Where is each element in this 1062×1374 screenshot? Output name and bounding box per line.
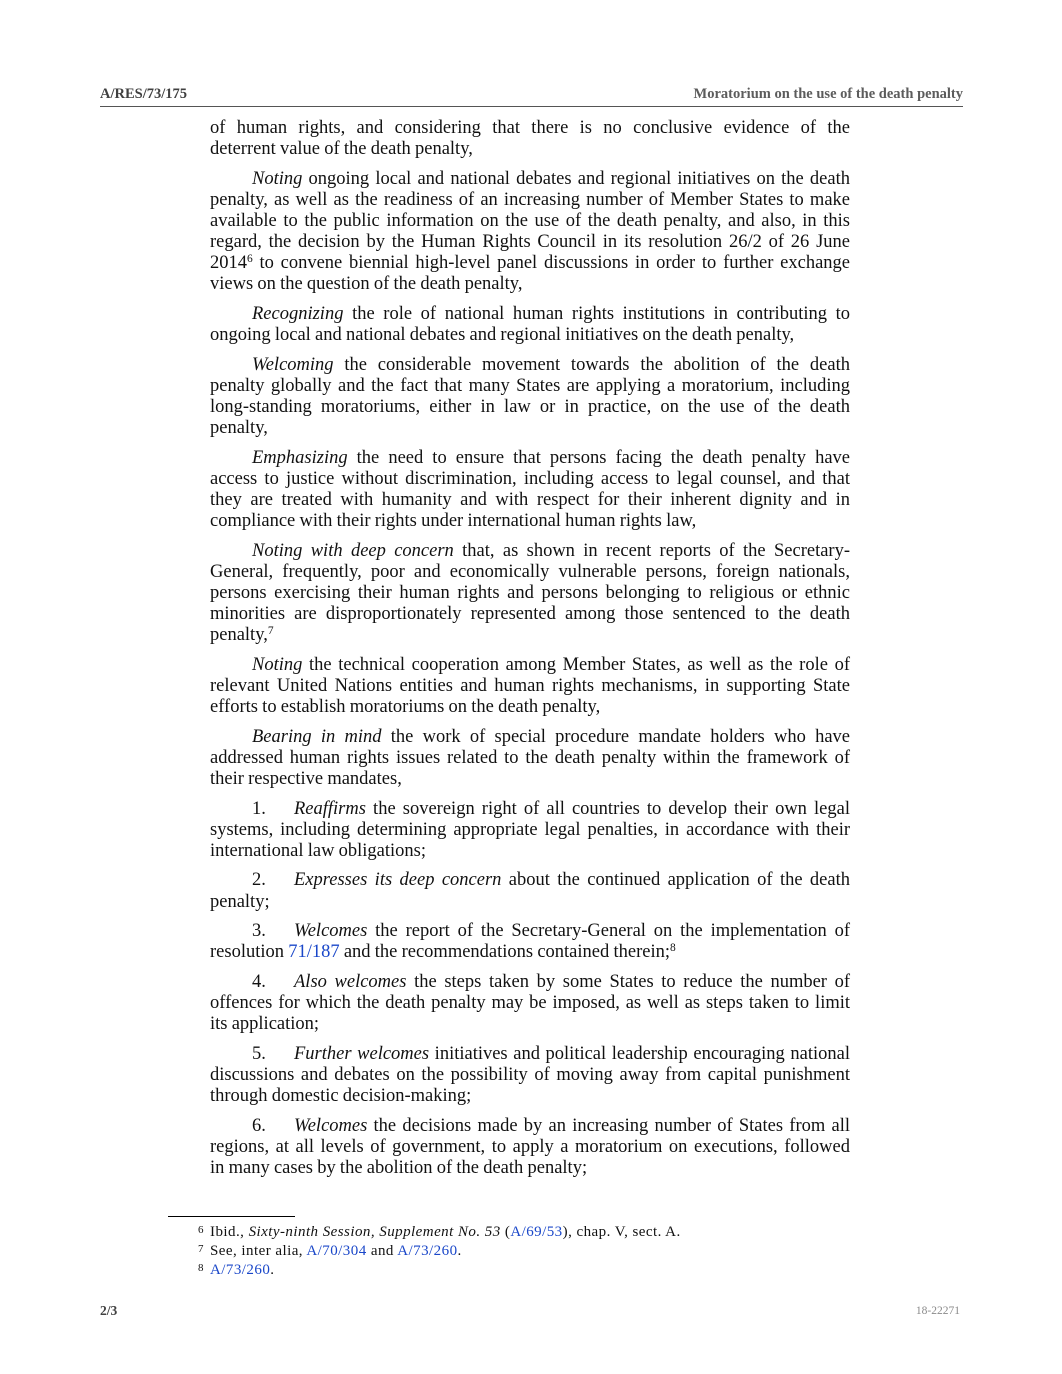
paragraph bbox=[210, 355, 850, 440]
footnote-text bbox=[210, 1261, 274, 1280]
text-segment: to convene biennial high-level panel discussions in order to further exchange bbox=[252, 253, 850, 274]
text-line bbox=[210, 676, 850, 697]
footnote bbox=[0, 1223, 1062, 1242]
text-line bbox=[210, 727, 850, 748]
text-segment: the role of national human rights institutions in contributing to bbox=[343, 304, 850, 324]
italic-text: Emphasizing bbox=[252, 447, 348, 468]
text-line bbox=[210, 1014, 850, 1035]
italic-text: Noting bbox=[252, 654, 303, 675]
text-segment: . bbox=[270, 1262, 275, 1278]
paragraph-number: 2. bbox=[252, 870, 266, 891]
text-line bbox=[210, 274, 850, 295]
text-segment: minorities are disproportionately represented among those sentenced to the death bbox=[210, 604, 850, 625]
paragraph bbox=[210, 655, 850, 718]
text-segment: resolution bbox=[210, 942, 289, 963]
footnote-reference: 8 bbox=[669, 942, 676, 955]
text-segment: they are treated with humanity and with respect for their inherent dignity and in bbox=[210, 490, 850, 510]
text-segment: ongoing local and national debates and regional initiatives on the death penalty, bbox=[210, 325, 795, 346]
text-line bbox=[210, 921, 850, 942]
text-segment: international law obligations; bbox=[210, 840, 427, 861]
document-link[interactable]: A/73/260 bbox=[210, 1262, 271, 1278]
text-segment: regard, the decision by the Human Rights Council in its resolution 26/2 of 26 June bbox=[210, 232, 850, 253]
numbered-paragraph bbox=[210, 1116, 850, 1179]
text-line bbox=[210, 697, 850, 718]
numbered-paragraph bbox=[210, 799, 850, 862]
text-segment: addressed human rights issues related to the death penalty within the framework of bbox=[210, 747, 850, 768]
paragraph bbox=[210, 118, 850, 160]
text-segment: efforts to establish moratoriums on the death penalty, bbox=[210, 697, 601, 718]
text-line bbox=[210, 604, 850, 625]
italic-text: Expresses its deep concern bbox=[294, 870, 502, 891]
italic-text: Recognizing bbox=[252, 304, 344, 324]
running-title: Moratorium on the use of the death penalty bbox=[693, 86, 963, 102]
numbered-paragraph bbox=[210, 972, 850, 1035]
text-line bbox=[210, 1137, 850, 1158]
paragraph bbox=[210, 541, 850, 647]
text-segment: penalty, bbox=[210, 418, 268, 439]
text-line bbox=[210, 769, 850, 790]
italic-text: Bearing in mind bbox=[252, 726, 382, 747]
text-line bbox=[210, 448, 850, 469]
document-link[interactable]: A/73/260 bbox=[397, 1243, 458, 1259]
text-segment: the technical cooperation among Member States, as well as the role of bbox=[302, 654, 850, 675]
footnote bbox=[0, 1242, 1062, 1261]
text-line bbox=[210, 562, 850, 583]
paragraph bbox=[210, 448, 850, 533]
italic-text: Noting with deep concern bbox=[252, 540, 454, 561]
text-segment: penalty, as well as the readiness of an increasing number of Member States to make bbox=[210, 189, 850, 210]
text-segment: offences for which the death penalty may be imposed, as well as steps taken to limit bbox=[210, 993, 850, 1014]
text-segment: penalty globally and the fact that many States are applying a moratorium, including bbox=[210, 375, 850, 396]
text-line bbox=[210, 490, 850, 511]
text-segment: discussions and debates on the possibility of moving away from capital punishment bbox=[210, 1064, 850, 1085]
text-line bbox=[210, 169, 850, 190]
text-line bbox=[210, 469, 850, 490]
text-segment: the work of special procedure mandate holders who have bbox=[381, 726, 850, 747]
text-line bbox=[210, 625, 850, 646]
italic-text: Reaffirms bbox=[294, 798, 366, 819]
text-line bbox=[210, 397, 850, 418]
text-line bbox=[210, 870, 850, 891]
text-line bbox=[210, 892, 850, 913]
text-segment: penalty, bbox=[210, 625, 268, 646]
paragraph-number: 1. bbox=[252, 798, 266, 819]
text-line bbox=[210, 511, 850, 532]
footnote bbox=[0, 1261, 1062, 1280]
text-segment: available to the public information on the use of the death penalty, and also, in this bbox=[210, 211, 850, 231]
italic-text: Also welcomes bbox=[294, 971, 407, 992]
text-segment: access to justice without discrimination, including access to legal counsel, and that bbox=[210, 468, 850, 489]
numbered-paragraph bbox=[210, 1044, 850, 1107]
text-line bbox=[210, 942, 850, 963]
text-line bbox=[210, 1044, 850, 1065]
text-segment: relevant United Nations entities and human rights mechanisms, in supporting State bbox=[210, 676, 850, 696]
italic-text: Sixty-ninth Session, Supplement No. 53 bbox=[248, 1224, 501, 1240]
text-line bbox=[210, 1065, 850, 1086]
text-line bbox=[210, 583, 850, 604]
document-link[interactable]: 71/187 bbox=[288, 942, 340, 963]
footnote-text bbox=[210, 1223, 681, 1242]
paragraph bbox=[210, 169, 850, 296]
text-segment: the need to ensure that persons facing the death penalty have bbox=[347, 447, 850, 468]
text-segment: the report of the Secretary-General on the implementation of bbox=[367, 921, 850, 942]
text-segment: compliance with their rights under international human rights law, bbox=[210, 511, 697, 532]
text-segment: of human rights, and considering that there is no conclusive evidence of the bbox=[210, 118, 850, 138]
text-segment: their respective mandates, bbox=[210, 769, 402, 789]
footnote-reference: 7 bbox=[267, 625, 274, 638]
italic-text: Welcomes bbox=[294, 1115, 368, 1136]
text-line bbox=[210, 799, 850, 820]
text-segment: initiatives and political leadership encouraging national bbox=[429, 1043, 850, 1064]
footnote-number: 6 bbox=[198, 1224, 204, 1236]
footnotes bbox=[0, 1223, 1062, 1280]
text-line bbox=[210, 418, 850, 439]
job-number: 18-22271 bbox=[915, 1305, 960, 1317]
page-number: 2/3 bbox=[100, 1303, 118, 1318]
text-line bbox=[210, 118, 850, 139]
running-header bbox=[100, 85, 963, 103]
header-rule bbox=[100, 106, 963, 107]
footnote-text bbox=[210, 1242, 462, 1261]
text-segment: the sovereign right of all countries to develop their own legal bbox=[365, 798, 850, 819]
text-segment: deterrent value of the death penalty, bbox=[210, 139, 473, 160]
italic-text: Welcoming bbox=[252, 354, 334, 375]
text-segment: the decisions made by an increasing number of States from all bbox=[367, 1115, 850, 1136]
text-segment: regions, at all levels of government, to apply a moratorium on executions, followed bbox=[210, 1136, 850, 1157]
paragraph-number: 4. bbox=[252, 971, 266, 992]
text-line bbox=[210, 841, 850, 862]
text-segment: 2014 bbox=[210, 253, 247, 274]
text-segment: Ibid., bbox=[210, 1224, 249, 1240]
text-segment: ), chap. V, sect. A. bbox=[562, 1224, 681, 1240]
text-segment: See, inter alia, bbox=[210, 1243, 307, 1259]
text-line bbox=[210, 993, 850, 1014]
text-line bbox=[210, 139, 850, 160]
footnote-separator bbox=[168, 1216, 295, 1217]
text-line bbox=[210, 190, 850, 211]
document-symbol: A/RES/73/175 bbox=[100, 86, 188, 102]
text-segment: that, as shown in recent reports of the Secretary- bbox=[453, 540, 850, 561]
paragraph-number: 5. bbox=[252, 1043, 266, 1064]
text-segment: its application; bbox=[210, 1014, 320, 1035]
text-segment: the steps taken by some States to reduce the number of bbox=[406, 971, 850, 992]
resolution-body bbox=[210, 118, 850, 1179]
text-segment: about the continued application of the death bbox=[501, 870, 850, 891]
text-line bbox=[210, 211, 850, 232]
paragraph-number: 6. bbox=[252, 1115, 266, 1136]
italic-text: Further welcomes bbox=[294, 1043, 430, 1064]
text-line bbox=[210, 1158, 850, 1179]
text-segment: views on the question of the death penalty, bbox=[210, 274, 523, 295]
text-segment: penalty; bbox=[210, 891, 270, 912]
text-line bbox=[210, 376, 850, 397]
footnote-number: 7 bbox=[198, 1243, 204, 1255]
text-segment: through domestic decision-making; bbox=[210, 1086, 472, 1107]
text-segment: General, frequently, poor and economically vulnerable persons, foreign nationals, bbox=[210, 561, 850, 582]
paragraph-number: 3. bbox=[252, 921, 266, 942]
footnote-reference: 6 bbox=[247, 253, 253, 266]
text-line bbox=[210, 325, 850, 346]
text-line bbox=[210, 655, 850, 676]
text-line bbox=[210, 541, 850, 562]
text-segment: in many cases by the abolition of the death penalty; bbox=[210, 1157, 588, 1178]
text-segment: persons exercising their human rights and persons belonging to religious or ethnic bbox=[210, 583, 850, 603]
italic-text: Welcomes bbox=[294, 921, 368, 942]
text-line bbox=[210, 1086, 850, 1107]
document-link[interactable]: A/70/304 bbox=[306, 1243, 367, 1259]
footnote-number: 8 bbox=[198, 1262, 204, 1274]
text-line bbox=[210, 304, 850, 325]
text-line bbox=[210, 748, 850, 769]
document-link[interactable]: A/69/53 bbox=[510, 1224, 563, 1240]
numbered-paragraph bbox=[210, 921, 850, 963]
italic-text: Noting bbox=[252, 168, 303, 189]
text-segment: and the recommendations contained therein; bbox=[339, 942, 670, 963]
text-segment: the considerable movement towards the abolition of the death bbox=[333, 354, 850, 375]
text-line bbox=[210, 355, 850, 376]
text-segment: systems, including determining appropriate legal penalties, in accordance with their bbox=[210, 819, 850, 840]
text-line bbox=[210, 820, 850, 841]
text-segment: ( bbox=[500, 1224, 511, 1240]
text-segment: long-standing moratoriums, either in law or in practice, on the use of the death bbox=[210, 397, 850, 417]
text-line bbox=[210, 232, 850, 253]
paragraph bbox=[210, 304, 850, 346]
numbered-paragraph bbox=[210, 870, 850, 912]
text-segment: and bbox=[366, 1243, 398, 1259]
paragraph bbox=[210, 727, 850, 790]
text-line bbox=[210, 1116, 850, 1137]
text-segment: . bbox=[457, 1243, 462, 1259]
text-segment: ongoing local and national debates and regional initiatives on the death bbox=[302, 168, 850, 189]
text-line bbox=[210, 253, 850, 274]
text-line bbox=[210, 972, 850, 993]
